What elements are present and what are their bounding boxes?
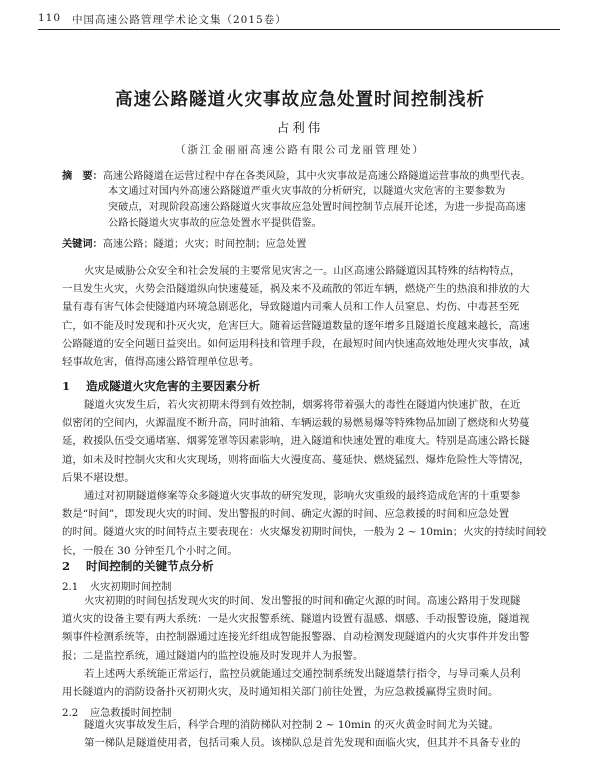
text-line: 若上述两大系统能正常运行，监控员就能通过交通控制系统发出隧道禁行指令，与导司乘人员利 — [84, 667, 521, 680]
text-line: 亡，如不能及时发现和扑灭火灾，危害巨大。随着运营隧道数量的逐年增多且隧道长度越来越长，高速 — [62, 319, 530, 332]
text-line: 火灾初期的时间包括发现火灾的时间、发出警报的时间和确定火源的时间。高速公路用于发现隧 — [84, 595, 521, 607]
text-line: 似密闭的空间内，火源温度不断升高，同时油箱、车辆运载的易燃易爆等特殊物品加剧了燃烧和火势蔓 — [62, 417, 530, 430]
section1-body — [62, 396, 562, 560]
subsection-heading — [62, 578, 172, 593]
text-line: 长，一般在 30 分钟至几个小时之间。 — [62, 544, 238, 557]
text-line: 的时间。隧道火灾的时间特点主要表现在：火灾爆发初期时间快，一般为 2 ~ 10min；火灾的持续时间较 — [62, 526, 547, 539]
keywords-text: 高速公路；隧道；火灾；时间控制；应急处置 — [102, 239, 307, 250]
section-title: 造成隧道火灾危害的主要因素分析 — [86, 379, 260, 393]
intro-paragraph — [62, 262, 562, 371]
text-line: 数是“时间”，即发现火灾的时间、发出警报的时间、确定火源的时间、应急救援的时间和应急处置 — [62, 508, 510, 521]
keywords-label: 关键词： — [62, 238, 103, 250]
text-line: 延，救援队伍受交通堵塞、烟雾笼罩等因素影响，进入隧道和快速处置的难度大。特别是高速公路长隧 — [62, 435, 530, 448]
abstract — [62, 168, 562, 232]
text-line: 通过对初期隧道修案等众多隧道火灾事故的研究发现，影响火灾重级的最终造成危害的十重要参 — [84, 489, 521, 502]
abstract-label: 摘 要： — [62, 170, 103, 182]
subsection-number: 2.1 — [62, 582, 79, 593]
subsection-title: 应急救援时间控制 — [90, 708, 172, 719]
text-line: 用长隧道内的消防设备扑灭初期火灾，及时通知相关部门前往处置，为应急救援赢得宝贵时间。 — [62, 685, 499, 698]
text-line: 道火灾的设备主要有两大系统：一是火灾报警系统、隧道内设置有温感、烟感、手动报警设施，隧道视 — [62, 613, 530, 626]
page-number: 110 — [38, 12, 62, 24]
text-line: 轻事故危害，值得高速公路管理单位思考。 — [62, 355, 260, 368]
text-line: 第一梯队是隧道使用者，包括司乘人员。该梯队总是首先发现和面临火灾，但其并不具备专业的 — [84, 737, 521, 750]
keywords — [62, 235, 562, 250]
affiliation: （浙江金丽丽高速公路有限公司龙丽管理处） — [175, 144, 425, 156]
subsection2-body — [62, 716, 562, 752]
text-line: 一旦发生火灾，火势会沿隧道纵向快速蔓延，祸及来不及疏散的邻近车辆，燃烧产生的热浪和排放的大 — [62, 283, 530, 296]
journal-title: 中国高速公路管理学术论文集（2015卷） — [72, 14, 287, 26]
subsection1-body — [62, 592, 562, 701]
section-number: 1 — [62, 379, 71, 393]
text-line: 火灾是威胁公众安全和社会发展的主要常见灾害之一。山区高速公路隧道因其特殊的结构特点， — [84, 265, 521, 277]
paper-title: 高速公路隧道火灾事故应急处置时间控制浅析 — [115, 90, 485, 110]
text-line: 频事件检测系统等，由控制器通过连接光纤组成智能报警器、自动检测发现隧道内的火灾事件并发出警 — [62, 631, 530, 644]
text-line: 公路隧道的安全问题日益突出。如何运用科技和管理手段，在最短时间内快速高效地处理火灾事故，减 — [62, 337, 530, 350]
text-line: 道，如未及时控制火灾和火灾现场，则将面临大火漫度高、蔓延快、燃烧猛烈、爆炸危险性大等情况， — [62, 453, 530, 466]
text-line: 隧道火灾发生后，若火灾初期未得到有效控制，烟雾将带着强大的毒性在隧道内快速扩散，在近 — [84, 399, 521, 411]
subsection-title: 火灾初期时间控制 — [90, 582, 172, 593]
text-line: 报；二是监控系统，通过隧道内的监控设施及时发现并人为报警。 — [62, 649, 364, 662]
running-header — [38, 10, 560, 28]
subsection-number: 2.2 — [62, 708, 79, 719]
section-heading — [62, 378, 260, 394]
text-line: 后果不堪设想。 — [62, 471, 135, 484]
abstract-line: 公路长隧道火灾事故的应急处置水平提供借鉴。 — [108, 218, 322, 230]
text-line: 隧道火灾事故发生后，科学合理的消防梯队对控制 2 ~ 10min 的灭火黄金时间尤为关键。 — [84, 719, 499, 731]
header-rule — [38, 29, 560, 30]
abstract-line: 突破点，对现阶段高速公路隧道火灾事故应急处置时间控制节点展开论述，为进一步提高高速 — [108, 202, 526, 214]
abstract-line: 本文通过对国内外高速公路隧道严重火灾事故的分析研究，以隧道火灾危害的主要参数为 — [108, 186, 506, 198]
author: 占利伟 — [276, 120, 324, 135]
section-title: 时间控制的关键节点分析 — [86, 559, 214, 573]
text-line: 量有毒有害气体会使隧道内环境急剧恶化，导致隧道内司乘人员和工作人员窒息、灼伤、中毒甚至死 — [62, 301, 520, 314]
section-heading — [62, 558, 214, 574]
section-number: 2 — [62, 559, 71, 573]
abstract-line: 摘 要：高速公路隧道在运营过程中存在各类风险，其中火灾事故是高速公路隧道运营事故的典型代表。 — [62, 170, 531, 182]
